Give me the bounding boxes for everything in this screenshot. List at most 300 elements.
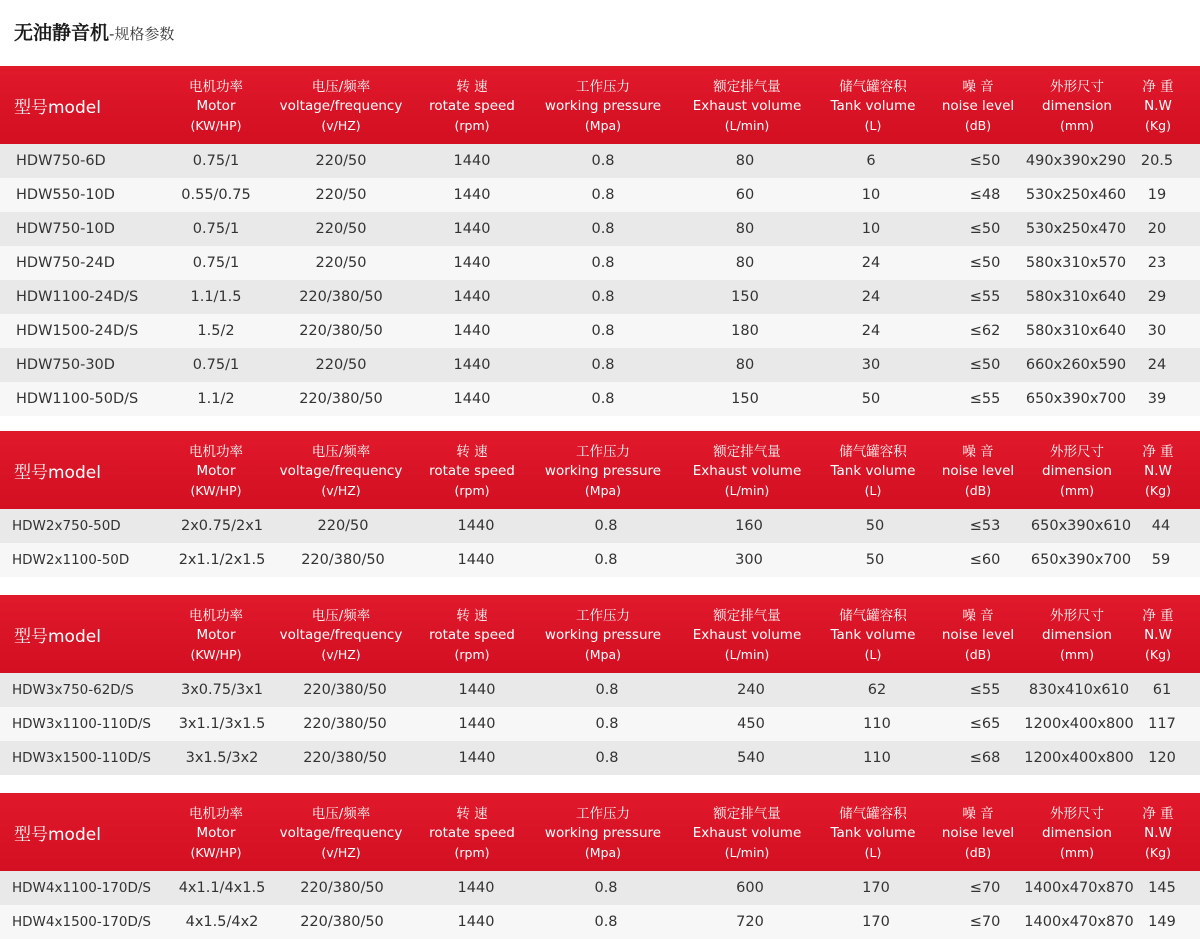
table-cell: 1440 — [453, 323, 491, 339]
table-cell: 0.8 — [591, 187, 615, 203]
table-cell: 1200x400x800 — [1024, 750, 1134, 766]
header-cn-label: 额定排气量 — [713, 806, 781, 822]
table-cell: 44 — [1151, 518, 1171, 534]
table-cell: 2x0.75/2x1 — [180, 518, 264, 534]
header-en-label: Motor — [196, 825, 236, 841]
table-cell: 80 — [735, 221, 755, 237]
header-cn-label: 电压/频率 — [311, 608, 371, 624]
cell-model: HDW4x1500-170D/S — [12, 914, 151, 930]
header-en-label: Motor — [196, 463, 236, 479]
table-cell: 240 — [737, 682, 765, 698]
header-cn-label: 净 重 — [1142, 444, 1174, 460]
header-column — [429, 805, 515, 862]
table-cell: 220/380/50 — [303, 682, 387, 698]
table-cell: ≤62 — [969, 323, 1001, 339]
table-cell: 160 — [735, 518, 763, 534]
header-unit-label: (mm) — [1059, 845, 1095, 860]
header-unit-label: (rpm) — [454, 118, 490, 133]
header-column — [693, 443, 802, 500]
header-column — [280, 78, 403, 135]
cell-model: HDW3x1100-110D/S — [12, 716, 151, 732]
header-column — [831, 607, 916, 664]
table-cell: 220/380/50 — [300, 914, 384, 930]
table-cell: 149 — [1148, 914, 1176, 930]
table-cell: 1400x470x870 — [1024, 914, 1134, 930]
table-cell: 0.75/1 — [192, 255, 240, 271]
table-cell: 1440 — [458, 682, 496, 698]
table-cell: ≤55 — [969, 391, 1001, 407]
header-unit-label: (dB) — [964, 647, 992, 662]
header-column — [942, 805, 1014, 862]
table-cell: 220/380/50 — [301, 552, 385, 568]
table-cell: 0.55/0.75 — [181, 187, 251, 203]
table-cell: ≤55 — [969, 682, 1001, 698]
header-column — [693, 607, 802, 664]
header-unit-label: (KW/HP) — [190, 845, 242, 860]
table-row — [0, 348, 1200, 382]
table-cell: ≤50 — [969, 255, 1001, 271]
table-cell: 1440 — [453, 153, 491, 169]
table-row — [0, 871, 1200, 905]
header-en-label: noise level — [941, 98, 1015, 114]
table-cell: 220/50 — [317, 518, 369, 534]
table-cell: 580x310x640 — [1025, 323, 1127, 339]
header-cn-label: 储气罐容积 — [839, 79, 907, 95]
table-cell: 20 — [1147, 221, 1167, 237]
header-unit-label: (rpm) — [454, 845, 490, 860]
header-unit-label: (Kg) — [1145, 647, 1171, 662]
table-cell: 220/380/50 — [299, 391, 383, 407]
table-cell: 145 — [1148, 880, 1176, 896]
header-en-label: Exhaust volume — [692, 825, 802, 841]
cell-model: HDW750-30D — [16, 357, 115, 373]
header-en-label: voltage/frequency — [279, 627, 403, 643]
table-cell: 170 — [862, 914, 890, 930]
table-cell: 30 — [1147, 323, 1167, 339]
table-row — [0, 707, 1200, 741]
header-unit-label: (L) — [864, 483, 882, 498]
header-column — [189, 805, 243, 862]
table-row — [0, 741, 1200, 775]
header-en-label: noise level — [941, 463, 1015, 479]
header-cn-label: 转 速 — [456, 806, 488, 822]
table-cell: 80 — [735, 255, 755, 271]
table-cell: 600 — [736, 880, 764, 896]
table-cell: 220/380/50 — [299, 289, 383, 305]
table-cell: ≤70 — [969, 914, 1001, 930]
header-unit-label: (mm) — [1059, 647, 1095, 662]
header-cn-label: 电机功率 — [189, 806, 243, 822]
header-cn-label: 电压/频率 — [311, 79, 371, 95]
header-en-label: rotate speed — [429, 463, 515, 479]
table-cell: 0.75/1 — [192, 221, 240, 237]
spec-table-single — [0, 66, 1200, 416]
header-unit-label: (L/min) — [724, 483, 770, 498]
table-cell: 1440 — [453, 187, 491, 203]
header-en-label: N.W — [1144, 463, 1172, 479]
header-en-label: Exhaust volume — [692, 98, 802, 114]
header-column — [280, 805, 403, 862]
cell-model: HDW750-10D — [16, 221, 115, 237]
table-cell: 0.75/1 — [192, 357, 240, 373]
table-cell: 50 — [861, 391, 881, 407]
header-column — [942, 607, 1014, 664]
header-column — [545, 607, 661, 664]
table-cell: 1.5/2 — [197, 323, 235, 339]
table-cell: 4x1.1/4x1.5 — [178, 880, 266, 896]
table-cell: 650x390x700 — [1030, 552, 1132, 568]
table-cell: ≤50 — [969, 357, 1001, 373]
table-cell: 1440 — [453, 391, 491, 407]
header-cn-label: 外形尺寸 — [1050, 79, 1104, 95]
cell-model: HDW750-24D — [16, 255, 115, 271]
header-cn-label: 额定排气量 — [713, 444, 781, 460]
header-unit-label: (L/min) — [724, 647, 770, 662]
header-unit-label: (Mpa) — [584, 483, 622, 498]
table-cell: 0.8 — [591, 391, 615, 407]
table-row — [0, 543, 1200, 577]
header-column — [942, 78, 1014, 135]
table-cell: 0.8 — [591, 357, 615, 373]
header-en-label: Motor — [196, 627, 236, 643]
header-en-label: N.W — [1144, 98, 1172, 114]
table-cell: 220/380/50 — [299, 323, 383, 339]
header-unit-label: (L) — [864, 118, 882, 133]
header-column — [189, 78, 243, 135]
header-model: 型号model — [14, 462, 101, 483]
page-title — [14, 18, 174, 48]
header-column — [545, 805, 661, 862]
table-cell: 4x1.5/4x2 — [185, 914, 259, 930]
table-cell: 10 — [861, 187, 881, 203]
header-cn-label: 电机功率 — [189, 444, 243, 460]
cell-model: HDW2x1100-50D — [12, 552, 130, 568]
table-cell: 50 — [865, 518, 885, 534]
table-cell: 650x390x700 — [1025, 391, 1127, 407]
table-cell: 0.8 — [595, 682, 619, 698]
header-cn-label: 储气罐容积 — [839, 444, 907, 460]
header-column — [1042, 607, 1112, 664]
table-cell: 24 — [1147, 357, 1167, 373]
header-cn-label: 电机功率 — [189, 79, 243, 95]
table-cell: 0.8 — [591, 255, 615, 271]
header-unit-label: (v/HZ) — [321, 647, 361, 662]
table-row — [0, 178, 1200, 212]
header-unit-label: (v/HZ) — [321, 118, 361, 133]
table-cell: 220/50 — [315, 255, 367, 271]
table-cell: ≤65 — [969, 716, 1001, 732]
cell-model: HDW1100-50D/S — [16, 391, 139, 407]
table-cell: 530x250x470 — [1025, 221, 1127, 237]
header-column — [189, 607, 243, 664]
cell-model: HDW1500-24D/S — [16, 323, 139, 339]
table-cell: 1440 — [453, 221, 491, 237]
cell-model: HDW1100-24D/S — [16, 289, 139, 305]
table-cell: 1440 — [453, 289, 491, 305]
header-en-label: Motor — [196, 98, 236, 114]
header-cn-label: 工作压力 — [576, 444, 630, 460]
table-cell: 650x390x610 — [1030, 518, 1132, 534]
header-unit-label: (Mpa) — [584, 647, 622, 662]
header-column — [1142, 805, 1173, 862]
header-cn-label: 工作压力 — [576, 806, 630, 822]
header-unit-label: (dB) — [964, 483, 992, 498]
header-en-label: Exhaust volume — [692, 627, 802, 643]
table-cell: 450 — [737, 716, 765, 732]
header-en-label: working pressure — [544, 463, 662, 479]
table-cell: 1.1/1.5 — [190, 289, 242, 305]
header-cn-label: 额定排气量 — [713, 608, 781, 624]
table-cell: 150 — [731, 391, 759, 407]
table-cell: 220/50 — [315, 187, 367, 203]
header-en-label: N.W — [1144, 627, 1172, 643]
header-column — [1042, 443, 1112, 500]
header-en-label: voltage/frequency — [279, 825, 403, 841]
header-column — [429, 78, 515, 135]
table-cell: 1.1/2 — [197, 391, 235, 407]
header-en-label: voltage/frequency — [279, 463, 403, 479]
table-cell: 1440 — [457, 914, 495, 930]
header-unit-label: (Mpa) — [584, 118, 622, 133]
table-row — [0, 509, 1200, 543]
header-column — [429, 607, 515, 664]
table-cell: 3x0.75/3x1 — [180, 682, 264, 698]
header-column — [942, 443, 1014, 500]
table-cell: 24 — [861, 289, 881, 305]
cell-model: HDW3x750-62D/S — [12, 682, 134, 698]
header-en-label: voltage/frequency — [279, 98, 403, 114]
table-cell: 24 — [861, 323, 881, 339]
header-cn-label: 额定排气量 — [713, 79, 781, 95]
header-unit-label: (Kg) — [1145, 845, 1171, 860]
table-cell: 0.8 — [595, 750, 619, 766]
table-cell: 80 — [735, 153, 755, 169]
table-cell: 0.8 — [594, 880, 618, 896]
table-row — [0, 673, 1200, 707]
page-title-main: 无油静音机 — [14, 22, 110, 44]
table-cell: 30 — [861, 357, 881, 373]
header-cn-label: 净 重 — [1142, 608, 1174, 624]
table-cell: 24 — [861, 255, 881, 271]
table-cell: 120 — [1148, 750, 1176, 766]
table-cell: 300 — [735, 552, 763, 568]
table-cell: ≤55 — [969, 289, 1001, 305]
header-unit-label: (L/min) — [724, 845, 770, 860]
table-cell: 1440 — [453, 357, 491, 373]
table-cell: 62 — [867, 682, 887, 698]
header-column — [280, 607, 403, 664]
table-cell: 220/380/50 — [300, 880, 384, 896]
table-cell: 0.8 — [591, 153, 615, 169]
header-unit-label: (KW/HP) — [190, 483, 242, 498]
table-cell: 1440 — [457, 552, 495, 568]
table-cell: 0.75/1 — [192, 153, 240, 169]
table-cell: 170 — [862, 880, 890, 896]
header-cn-label: 电机功率 — [189, 608, 243, 624]
header-en-label: dimension — [1042, 627, 1112, 643]
cell-model: HDW550-10D — [16, 187, 115, 203]
header-en-label: rotate speed — [429, 825, 515, 841]
header-column — [1142, 443, 1173, 500]
header-en-label: noise level — [941, 627, 1015, 643]
table-row — [0, 246, 1200, 280]
header-column — [1042, 78, 1112, 135]
header-cn-label: 储气罐容积 — [839, 806, 907, 822]
cell-model: HDW2x750-50D — [12, 518, 121, 534]
table-row — [0, 905, 1200, 939]
table-cell: 1440 — [453, 255, 491, 271]
table-row — [0, 212, 1200, 246]
header-column — [693, 805, 802, 862]
table-cell: 1400x470x870 — [1024, 880, 1134, 896]
header-cn-label: 电压/频率 — [311, 444, 371, 460]
header-model: 型号model — [14, 97, 101, 118]
header-column — [831, 805, 916, 862]
header-column — [1142, 607, 1173, 664]
cell-model: HDW750-6D — [16, 153, 106, 169]
table-cell: 580x310x640 — [1025, 289, 1127, 305]
header-cn-label: 外形尺寸 — [1050, 608, 1104, 624]
table-cell: 0.8 — [591, 289, 615, 305]
table-cell: ≤53 — [969, 518, 1001, 534]
table-cell: ≤50 — [969, 153, 1001, 169]
header-en-label: dimension — [1042, 825, 1112, 841]
table-row — [0, 314, 1200, 348]
header-column — [831, 443, 916, 500]
header-unit-label: (L) — [864, 845, 882, 860]
header-unit-label: (KW/HP) — [190, 118, 242, 133]
header-en-label: Exhaust volume — [692, 463, 802, 479]
table-cell: 0.8 — [591, 323, 615, 339]
header-cn-label: 外形尺寸 — [1050, 444, 1104, 460]
table-cell: 1440 — [457, 518, 495, 534]
header-unit-label: (Kg) — [1145, 483, 1171, 498]
header-cn-label: 净 重 — [1142, 806, 1174, 822]
table-cell: 540 — [737, 750, 765, 766]
table-cell: 220/380/50 — [303, 716, 387, 732]
header-cn-label: 转 速 — [456, 444, 488, 460]
cell-model: HDW4x1100-170D/S — [12, 880, 151, 896]
header-en-label: working pressure — [544, 627, 662, 643]
table-cell: 6 — [866, 153, 876, 169]
table-cell: ≤48 — [969, 187, 1001, 203]
table-cell: 20.5 — [1140, 153, 1174, 169]
header-en-label: N.W — [1144, 825, 1172, 841]
header-en-label: noise level — [941, 825, 1015, 841]
table-cell: ≤70 — [969, 880, 1001, 896]
table-cell: 150 — [731, 289, 759, 305]
table-cell: 3x1.5/3x2 — [185, 750, 259, 766]
table-cell: 2x1.1/2x1.5 — [178, 552, 266, 568]
table-cell: 3x1.1/3x1.5 — [178, 716, 266, 732]
table-cell: 220/50 — [315, 357, 367, 373]
table-cell: 19 — [1147, 187, 1167, 203]
table-cell: 110 — [863, 750, 891, 766]
table-cell: 61 — [1152, 682, 1172, 698]
header-cn-label: 工作压力 — [576, 79, 630, 95]
table-cell: 39 — [1147, 391, 1167, 407]
table-header — [0, 431, 1200, 509]
table-header — [0, 66, 1200, 144]
header-unit-label: (Kg) — [1145, 118, 1171, 133]
header-column — [189, 443, 243, 500]
spec-table-triple — [0, 595, 1200, 775]
table-cell: 220/50 — [315, 153, 367, 169]
header-en-label: rotate speed — [429, 98, 515, 114]
header-en-label: rotate speed — [429, 627, 515, 643]
header-en-label: working pressure — [544, 98, 662, 114]
table-cell: 59 — [1151, 552, 1171, 568]
table-cell: 0.8 — [594, 914, 618, 930]
spec-table-double — [0, 431, 1200, 577]
header-column — [545, 443, 661, 500]
header-unit-label: (L) — [864, 647, 882, 662]
header-model: 型号model — [14, 626, 101, 647]
header-unit-label: (mm) — [1059, 483, 1095, 498]
header-cn-label: 电压/频率 — [311, 806, 371, 822]
table-cell: 80 — [735, 357, 755, 373]
header-en-label: dimension — [1042, 98, 1112, 114]
table-row — [0, 280, 1200, 314]
table-cell: 50 — [865, 552, 885, 568]
header-unit-label: (mm) — [1059, 118, 1095, 133]
table-cell: 10 — [861, 221, 881, 237]
table-cell: 117 — [1148, 716, 1176, 732]
header-unit-label: (rpm) — [454, 483, 490, 498]
header-column — [831, 78, 916, 135]
table-row — [0, 382, 1200, 416]
table-cell: 1440 — [458, 716, 496, 732]
header-en-label: dimension — [1042, 463, 1112, 479]
header-cn-label: 外形尺寸 — [1050, 806, 1104, 822]
spec-table-quad — [0, 793, 1200, 939]
table-cell: ≤60 — [969, 552, 1001, 568]
header-cn-label: 噪 音 — [962, 806, 994, 822]
table-cell: 660x260x590 — [1025, 357, 1127, 373]
header-column — [1042, 805, 1112, 862]
table-cell: 720 — [736, 914, 764, 930]
header-en-label: Tank volume — [830, 98, 916, 114]
table-cell: 180 — [731, 323, 759, 339]
table-cell: 580x310x570 — [1025, 255, 1127, 271]
header-cn-label: 转 速 — [456, 608, 488, 624]
header-column — [280, 443, 403, 500]
table-cell: 1440 — [457, 880, 495, 896]
header-cn-label: 转 速 — [456, 79, 488, 95]
table-cell: 0.8 — [594, 552, 618, 568]
table-cell: 1200x400x800 — [1024, 716, 1134, 732]
table-cell: 0.8 — [594, 518, 618, 534]
table-cell: 0.8 — [591, 221, 615, 237]
table-cell: 220/50 — [315, 221, 367, 237]
table-cell: 490x390x290 — [1025, 153, 1127, 169]
table-cell: 23 — [1147, 255, 1167, 271]
header-unit-label: (Mpa) — [584, 845, 622, 860]
page-title-sub: -规格参数 — [109, 25, 175, 43]
header-cn-label: 噪 音 — [962, 79, 994, 95]
header-unit-label: (rpm) — [454, 647, 490, 662]
header-cn-label: 工作压力 — [576, 608, 630, 624]
header-unit-label: (L/min) — [724, 118, 770, 133]
header-column — [429, 443, 515, 500]
table-cell: 830x410x610 — [1028, 682, 1130, 698]
table-cell: ≤50 — [969, 221, 1001, 237]
header-en-label: Tank volume — [830, 825, 916, 841]
header-en-label: Tank volume — [830, 463, 916, 479]
table-cell: 60 — [735, 187, 755, 203]
header-cn-label: 净 重 — [1142, 79, 1174, 95]
header-cn-label: 储气罐容积 — [839, 608, 907, 624]
